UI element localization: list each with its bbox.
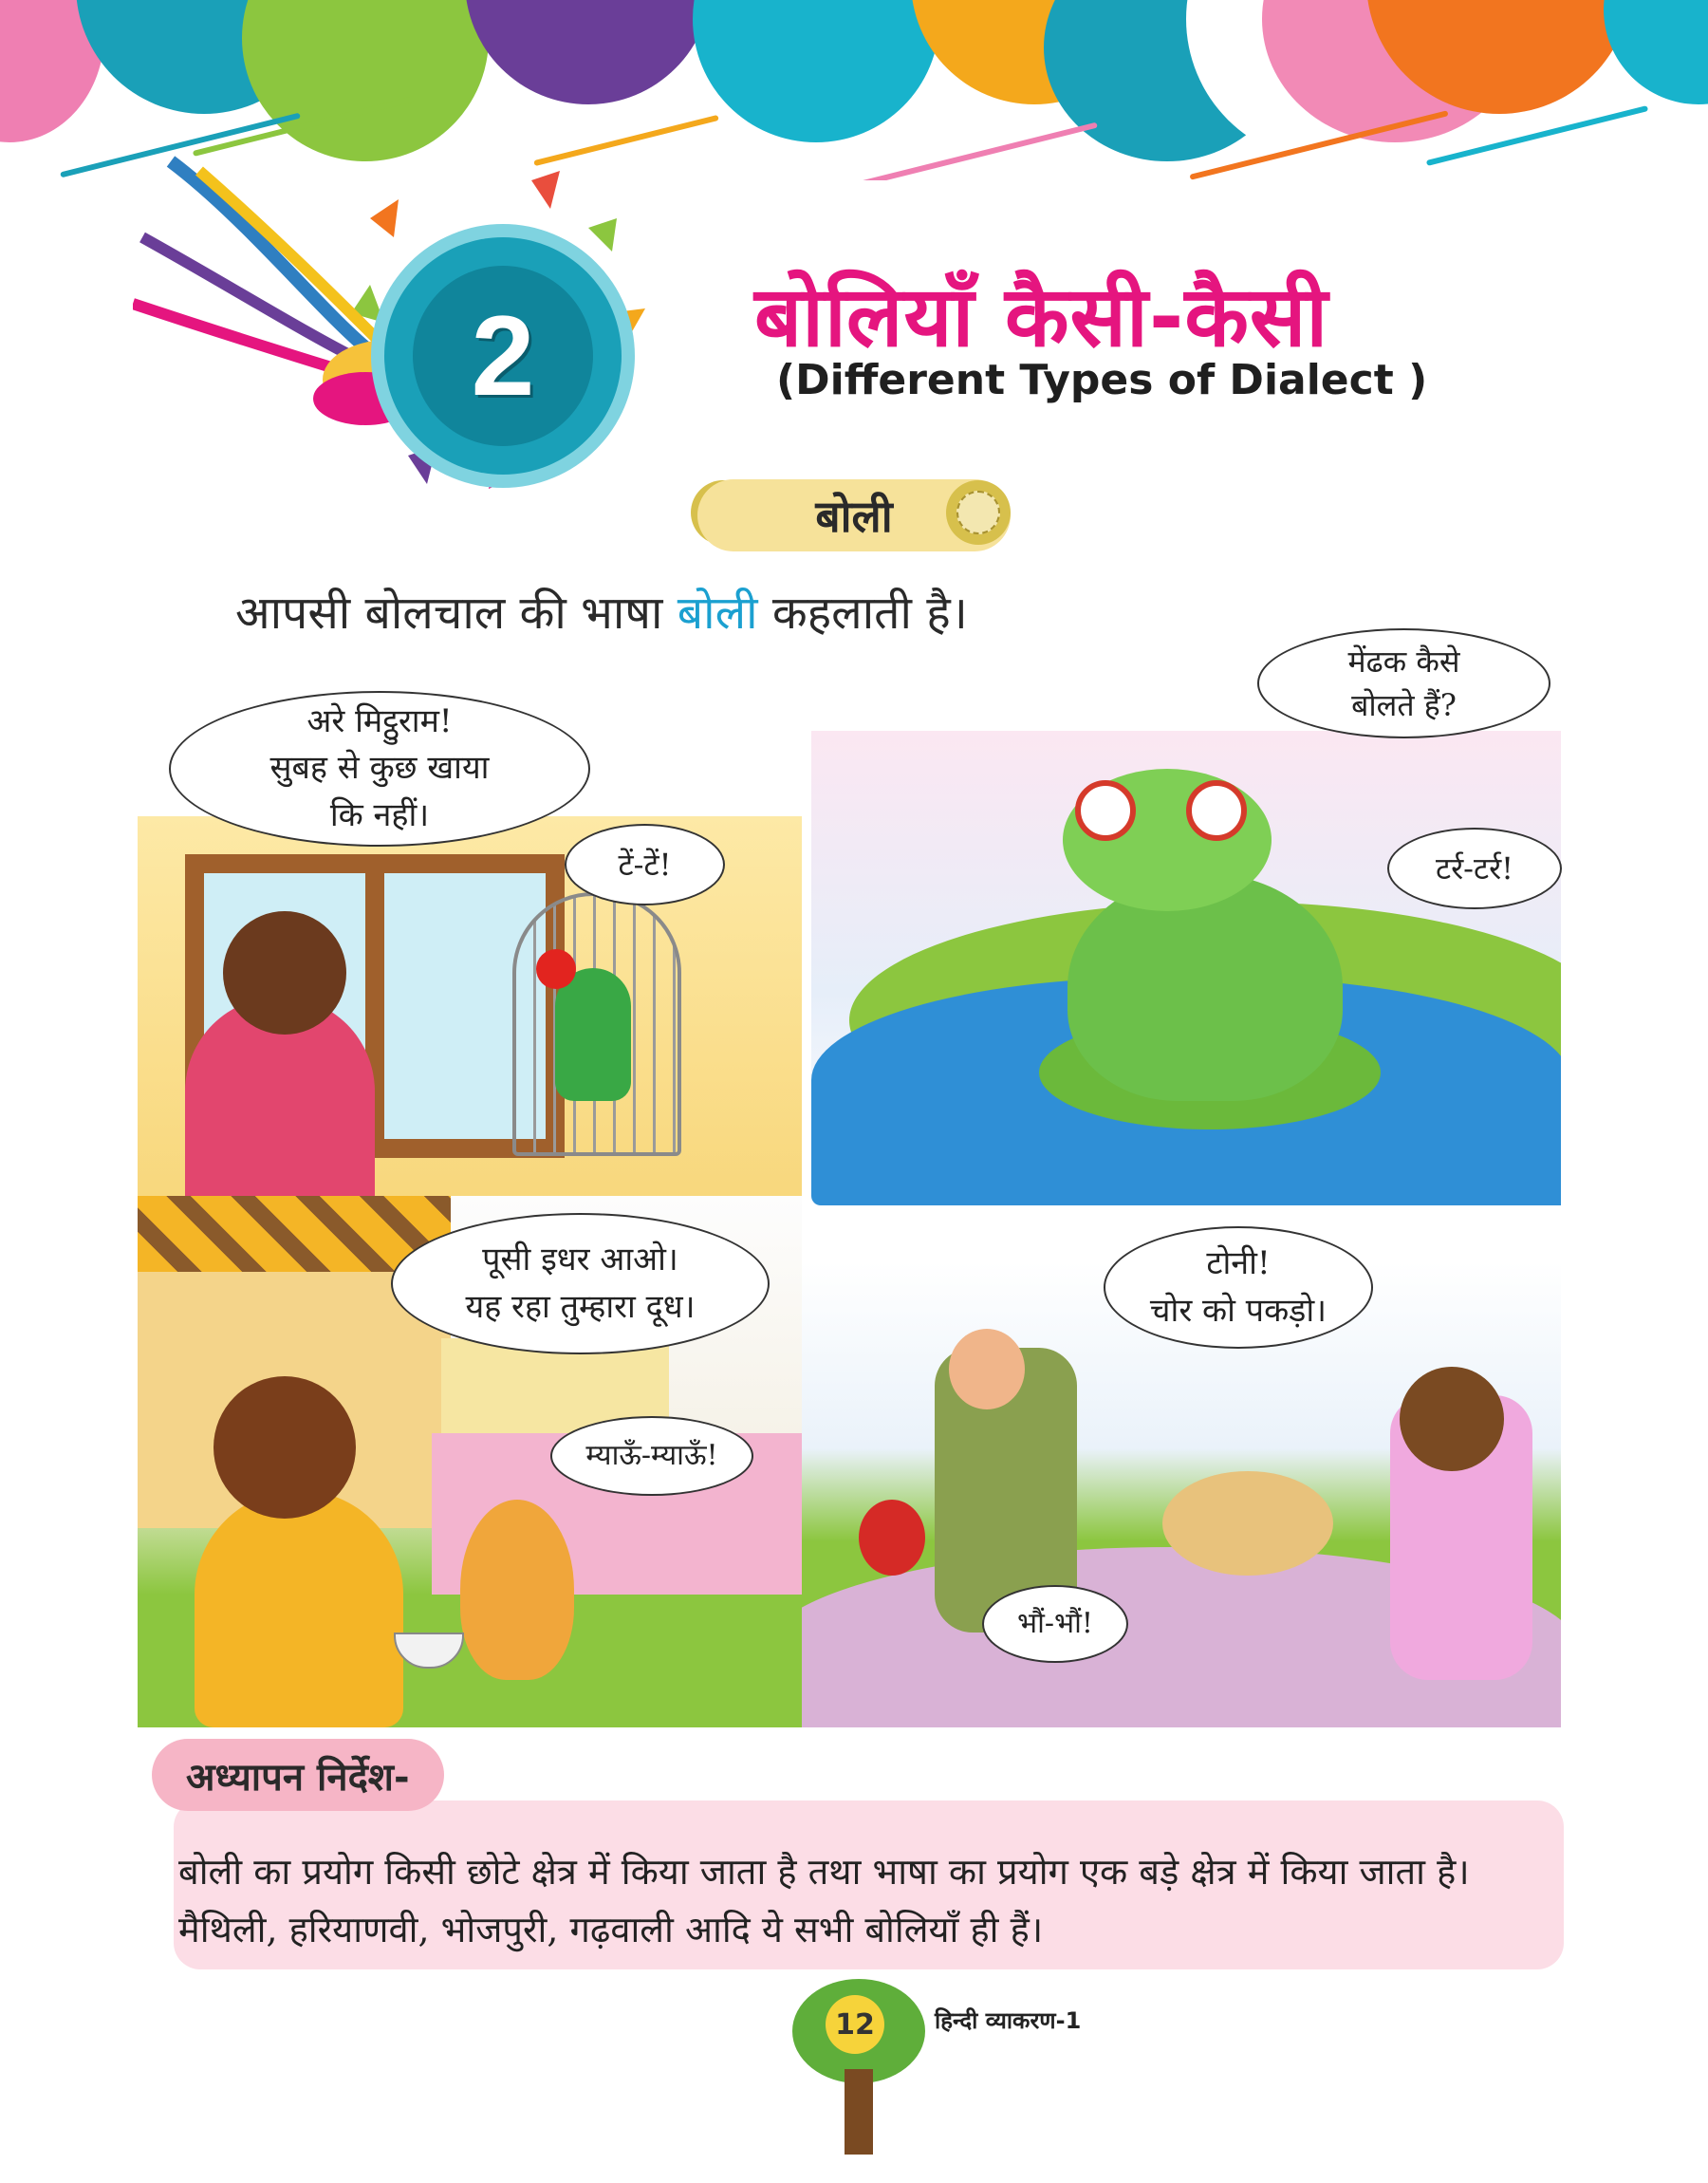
scene-frog [811, 731, 1561, 1205]
speech-text: अरे मिट्ठुराम! सुबह से कुछ खाया कि नहीं। [269, 702, 490, 834]
cat-figure [460, 1500, 574, 1680]
frog-eye [1075, 780, 1136, 841]
chapter-badge [413, 266, 593, 446]
tree-trunk [845, 2069, 873, 2155]
speech-bubble-boy [1104, 1226, 1373, 1349]
speech-text: टें-टें! [618, 846, 672, 883]
definition-sentence [235, 581, 968, 643]
section-heading: बोली [815, 491, 893, 542]
speech-bubble-frog [1387, 828, 1562, 909]
chapter-title-english: (Different Types of Dialect ) [776, 356, 1428, 404]
speech-bubble-frog-question [1257, 628, 1550, 738]
pill-gear-right [946, 480, 1011, 545]
frog-eye [1186, 780, 1247, 841]
speech-bubble-dog [982, 1585, 1128, 1663]
thief-head [949, 1329, 1025, 1409]
girl-hair [223, 911, 346, 1035]
definition-highlight: बोली [677, 587, 758, 640]
speech-text: टोनी! चोर को पकड़ो। [1149, 1244, 1327, 1330]
girl-hair [214, 1376, 356, 1519]
page-number: 12 [826, 1995, 884, 2054]
stolen-bag [859, 1500, 925, 1576]
parrot-figure [555, 968, 631, 1101]
speech-bubble-parrot [565, 824, 725, 905]
speech-text: म्याऊँ-म्याऊँ! [585, 1439, 718, 1473]
milk-bowl [394, 1633, 464, 1669]
speech-text: पूसी इधर आओ। यह रहा तुम्हारा दूध। [465, 1241, 696, 1326]
teacher-note-text: बोली का प्रयोग किसी छोटे क्षेत्र में किया जाता है तथा भाषा का प्रयोग एक बड़े क्षेत्र में किया जाता है। मैथिली, हरियाणवी, भोजपुरी, गढ़वाली आदि ये सभी बोलियाँ ही हैं। [178, 1851, 1470, 1950]
book-title: हिन्दी व्याकरण-1 [935, 2007, 1082, 2034]
speech-bubble-girl-parrot [169, 691, 590, 847]
dog-figure [1162, 1471, 1333, 1576]
boy-hair [1400, 1367, 1504, 1471]
chapter-title-hindi: बोलियाँ कैसी-कैसी [754, 268, 1329, 365]
speech-bubble-cat [550, 1416, 753, 1496]
definition-before: आपसी बोलचाल की भाषा [235, 587, 678, 640]
speech-bubble-girl-cat [391, 1213, 770, 1354]
teacher-note-label: अध्यापन निर्देश- [186, 1755, 410, 1800]
speech-text: टर्र-टर्र! [1435, 849, 1514, 886]
speech-text: मेंढक कैसे बोलते हैं? [1347, 643, 1460, 723]
gear-icon [946, 480, 1011, 545]
teacher-note-label-tag [152, 1739, 444, 1811]
definition-after: कहलाती है। [757, 587, 968, 640]
chapter-number: 2 [471, 292, 535, 420]
girl-figure [195, 1490, 403, 1727]
parrot-beak [536, 949, 576, 989]
speech-text: भौं-भौं! [1017, 1607, 1093, 1641]
frog-body [1068, 873, 1343, 1101]
